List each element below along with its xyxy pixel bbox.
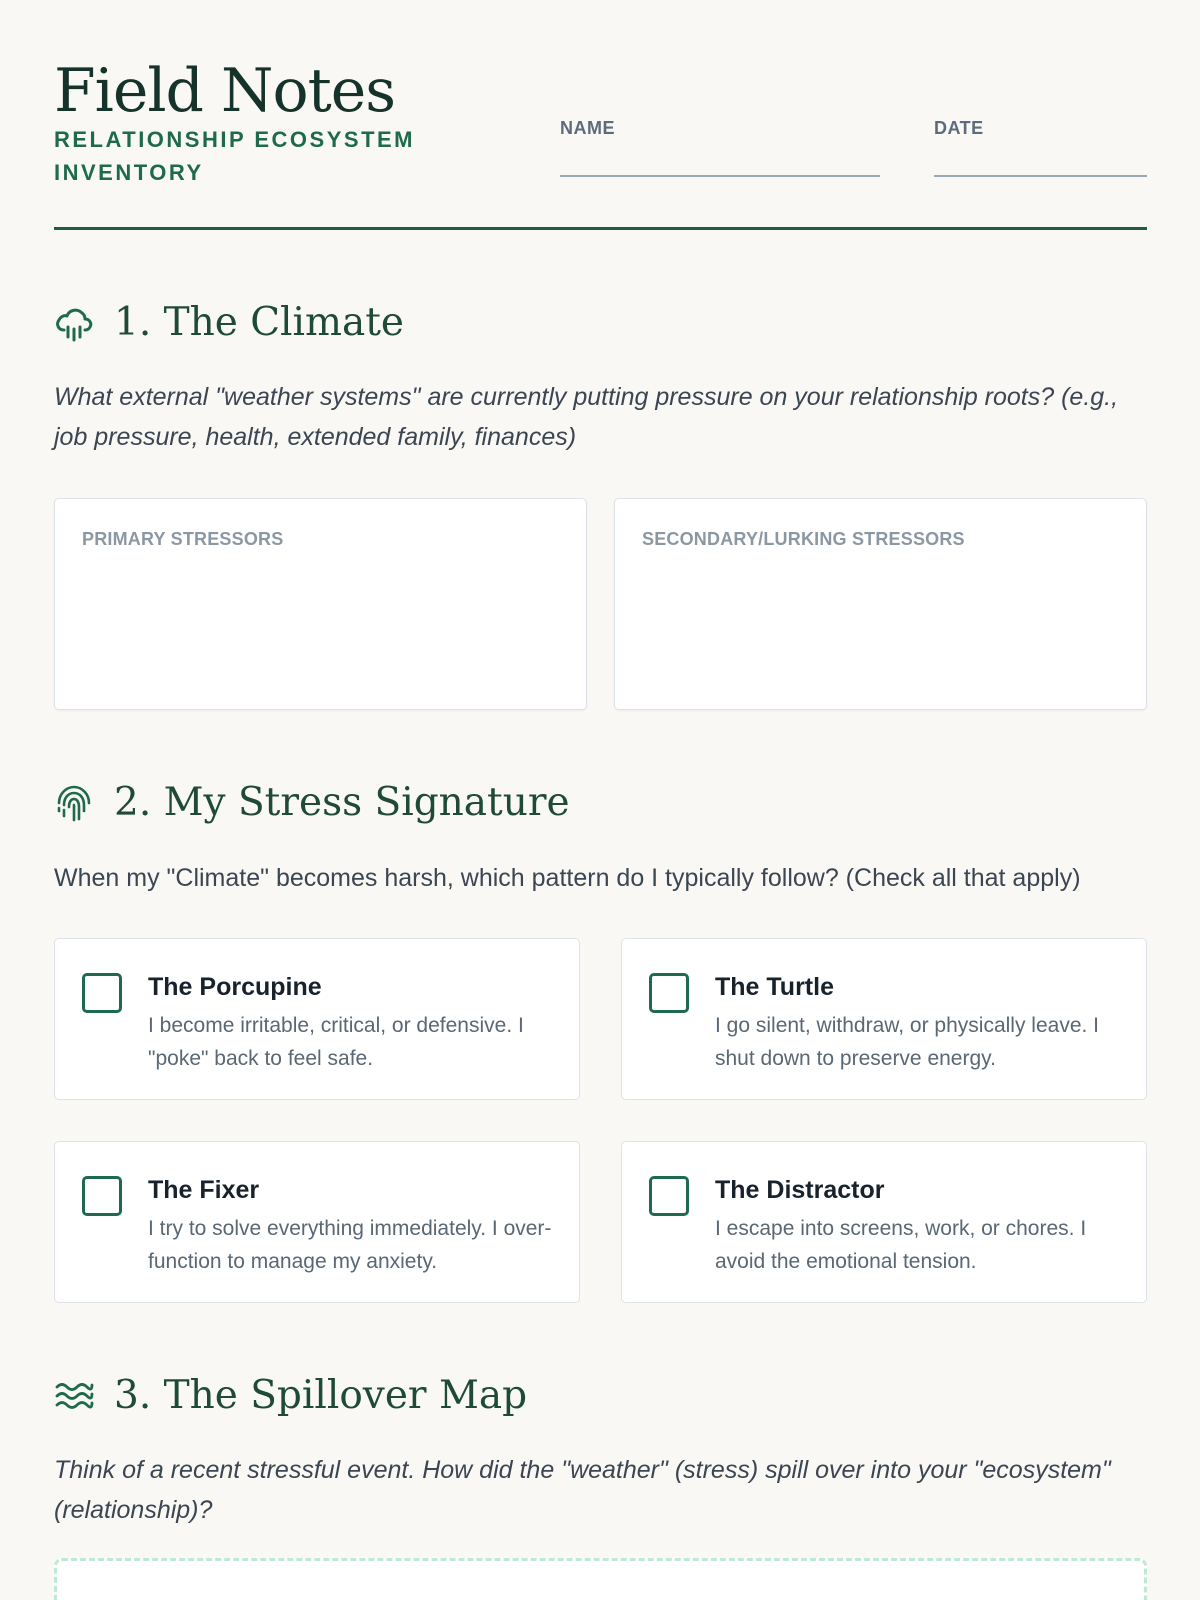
date-input-line[interactable] [934,175,1147,177]
section-climate-prompt: What external "weather systems" are currently putting pressure on your relationship roots? (e.g., job pressure, health, extended family, finances) [54,383,1119,451]
section-climate-title: 1. The Climate [114,300,404,345]
name-label: NAME [560,118,615,138]
fixer-checkbox[interactable] [82,1176,122,1216]
option-title: The Turtle [715,973,834,1001]
section-climate-heading [54,300,404,345]
page-title: Field Notes [54,56,396,126]
section-stress-signature-prompt: When my "Climate" becomes harsh, which pattern do I typically follow? (Check all that apply) [54,864,1081,892]
section-stress-signature-title: 2. My Stress Signature [114,780,570,825]
option-description: I become irritable, critical, or defensive. I "poke" back to feel safe. [148,1014,524,1070]
porcupine-checkbox[interactable] [82,973,122,1013]
date-label: DATE [934,118,984,138]
option-description: I go silent, withdraw, or physically leave. I shut down to preserve energy. [715,1014,1100,1070]
option-title: The Distractor [715,1176,885,1204]
waves-icon [54,1376,94,1416]
option-description: I escape into screens, work, or chores. I avoid the emotional tension. [715,1217,1087,1273]
secondary-stressors-box[interactable] [614,498,1147,710]
option-card-distractor[interactable] [621,1141,1147,1303]
section-spillover-title: 3. The Spillover Map [114,1373,528,1418]
name-field[interactable] [560,118,880,177]
cloud-rain-icon [54,303,94,343]
option-card-turtle[interactable] [621,938,1147,1100]
option-title: The Porcupine [148,973,322,1001]
name-input-line[interactable] [560,175,880,177]
section-spillover-heading [54,1373,527,1418]
option-description: I try to solve everything immediately. I over-function to manage my anxiety. [148,1217,552,1273]
primary-stressors-label: PRIMARY STRESSORS [82,529,284,549]
date-field[interactable] [934,118,1147,177]
option-card-fixer[interactable] [54,1141,580,1303]
primary-stressors-box[interactable] [54,498,587,710]
option-card-porcupine[interactable] [54,938,580,1100]
option-title: The Fixer [148,1176,260,1204]
turtle-checkbox[interactable] [649,973,689,1013]
fingerprint-icon [54,783,94,823]
spillover-response-box[interactable] [54,1558,1147,1600]
section-stress-signature-heading [54,780,570,825]
distractor-checkbox[interactable] [649,1176,689,1216]
secondary-stressors-label: SECONDARY/LURKING STRESSORS [642,529,965,549]
section-spillover-prompt: Think of a recent stressful event. How did the "weather" (stress) spill over into your "ecosystem" (relationship)? [54,1456,1111,1524]
worksheet-header [54,56,1147,230]
page-subtitle: RELATIONSHIP ECOSYSTEM INVENTORY [54,127,416,185]
